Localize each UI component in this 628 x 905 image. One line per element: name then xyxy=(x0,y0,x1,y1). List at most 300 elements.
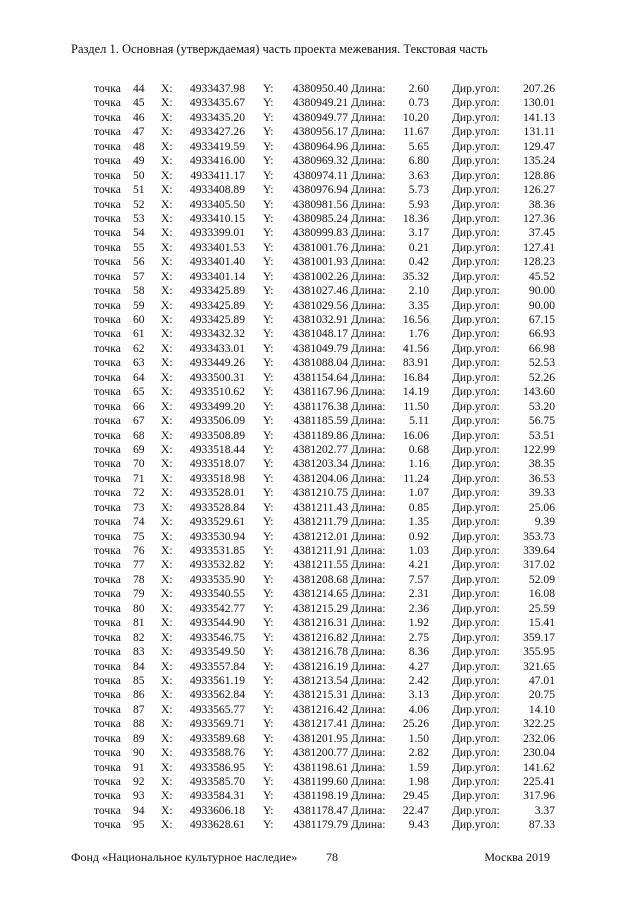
x-label: X: xyxy=(161,630,173,644)
table-row xyxy=(0,154,628,168)
length-value: 1.07 xyxy=(408,486,429,500)
y-label: Y: xyxy=(263,370,274,384)
x-label: X: xyxy=(161,803,173,817)
length-label: Длина: xyxy=(351,139,386,153)
y-label: Y: xyxy=(263,211,274,225)
table-row xyxy=(0,443,628,457)
x-value: 4933569.71 xyxy=(189,717,245,731)
y-value: 4380969.32 xyxy=(292,154,348,168)
x-value: 4933589.68 xyxy=(189,731,245,745)
length-value: 1.92 xyxy=(408,616,429,630)
point-word: точка xyxy=(94,341,121,355)
table-row xyxy=(0,818,628,832)
length-label: Длина: xyxy=(351,168,386,182)
point-number: 68 xyxy=(133,428,145,442)
y-value: 4381216.31 xyxy=(292,616,348,630)
table-row xyxy=(0,169,628,183)
angle-value: 67.15 xyxy=(528,313,555,326)
point-word: точка xyxy=(94,803,121,817)
point-number: 67 xyxy=(133,414,145,428)
length-label: Длина: xyxy=(351,717,386,731)
point-number: 81 xyxy=(133,616,145,630)
length-label: Длина: xyxy=(351,457,386,471)
length-value: 2.75 xyxy=(408,630,429,644)
x-value: 4933546.75 xyxy=(189,630,245,644)
point-word: точка xyxy=(94,587,121,601)
angle-label: Дир.угол: xyxy=(452,183,500,197)
length-value: 10.20 xyxy=(402,110,429,124)
x-label: X: xyxy=(161,587,173,601)
length-label: Длина: xyxy=(351,803,386,817)
point-number: 95 xyxy=(133,818,145,832)
x-label: X: xyxy=(161,82,173,95)
angle-value: 141.62 xyxy=(523,760,555,774)
angle-value: 38.36 xyxy=(528,197,555,211)
x-value: 4933562.84 xyxy=(189,688,245,702)
angle-label: Дир.угол: xyxy=(452,298,500,312)
length-label: Длина: xyxy=(351,154,386,168)
table-row xyxy=(0,472,628,486)
x-label: X: xyxy=(161,486,173,500)
point-word: точка xyxy=(94,82,121,95)
table-row xyxy=(0,602,628,616)
angle-label: Дир.угол: xyxy=(452,789,500,803)
y-value: 4381214.65 xyxy=(292,587,348,601)
point-number: 91 xyxy=(133,760,145,774)
table-row xyxy=(0,587,628,601)
point-word: точка xyxy=(94,717,121,731)
y-value: 4380999.83 xyxy=(292,226,348,240)
length-value: 4.27 xyxy=(408,659,429,673)
x-label: X: xyxy=(161,572,173,586)
x-label: X: xyxy=(161,659,173,673)
x-value: 4933435.20 xyxy=(189,110,245,124)
length-label: Длина: xyxy=(351,284,386,298)
length-value: 0.68 xyxy=(408,442,429,456)
point-number: 85 xyxy=(133,673,145,687)
angle-value: 127.41 xyxy=(523,240,555,254)
length-label: Длина: xyxy=(351,544,386,557)
table-row xyxy=(0,198,628,212)
angle-value: 66.98 xyxy=(528,341,555,355)
table-row xyxy=(0,544,628,558)
length-label: Длина: xyxy=(351,688,386,702)
angle-value: 207.26 xyxy=(523,82,555,95)
x-value: 4933585.70 xyxy=(189,775,245,788)
length-label: Длина: xyxy=(351,601,386,615)
length-label: Длина: xyxy=(351,399,386,413)
point-word: точка xyxy=(94,500,121,514)
y-label: Y: xyxy=(263,572,274,586)
point-number: 45 xyxy=(133,96,145,110)
table-row xyxy=(0,457,628,471)
length-label: Длина: xyxy=(351,428,386,442)
table-row xyxy=(0,631,628,645)
angle-value: 56.75 xyxy=(528,414,555,428)
angle-label: Дир.угол: xyxy=(452,269,500,283)
angle-label: Дир.угол: xyxy=(452,240,500,254)
point-number: 61 xyxy=(133,327,145,341)
angle-value: 135.24 xyxy=(523,154,555,168)
length-value: 3.63 xyxy=(408,168,429,182)
point-word: точка xyxy=(94,399,121,413)
x-label: X: xyxy=(161,731,173,745)
length-value: 11.67 xyxy=(403,125,429,139)
point-number: 48 xyxy=(133,139,145,153)
length-label: Длина: xyxy=(351,645,386,659)
length-label: Длина: xyxy=(351,313,386,326)
y-value: 4381211.79 xyxy=(293,515,348,529)
y-label: Y: xyxy=(263,96,274,110)
y-value: 4381176.38 xyxy=(293,399,348,413)
length-label: Длина: xyxy=(351,731,386,745)
x-label: X: xyxy=(161,457,173,471)
x-value: 4933518.44 xyxy=(189,442,245,456)
angle-label: Дир.угол: xyxy=(452,154,500,168)
length-value: 5.73 xyxy=(408,183,429,197)
x-label: X: xyxy=(161,298,173,312)
y-label: Y: xyxy=(263,529,274,543)
length-label: Длина: xyxy=(351,96,386,110)
point-number: 56 xyxy=(133,255,145,269)
x-value: 4933606.18 xyxy=(189,803,245,817)
angle-label: Дир.угол: xyxy=(452,284,500,298)
angle-value: 141.13 xyxy=(523,110,555,124)
angle-value: 52.26 xyxy=(528,370,555,384)
length-value: 0.73 xyxy=(408,96,429,110)
x-label: X: xyxy=(161,96,173,110)
angle-label: Дир.угол: xyxy=(452,486,500,500)
x-value: 4933399.01 xyxy=(189,226,245,240)
y-label: Y: xyxy=(263,255,274,269)
point-number: 79 xyxy=(133,587,145,601)
y-label: Y: xyxy=(263,616,274,630)
angle-label: Дир.угол: xyxy=(452,414,500,428)
table-row xyxy=(0,111,628,125)
point-word: точка xyxy=(94,645,121,659)
y-value: 4381199.60 xyxy=(293,775,348,788)
table-row xyxy=(0,732,628,746)
point-word: точка xyxy=(94,471,121,485)
x-label: X: xyxy=(161,211,173,225)
angle-value: 355.95 xyxy=(523,645,555,659)
point-number: 73 xyxy=(133,500,145,514)
y-value: 4381001.76 xyxy=(292,240,348,254)
x-label: X: xyxy=(161,399,173,413)
angle-value: 52.09 xyxy=(528,572,555,586)
point-word: точка xyxy=(94,442,121,456)
x-label: X: xyxy=(161,529,173,543)
x-label: X: xyxy=(161,775,173,788)
x-label: X: xyxy=(161,746,173,760)
x-label: X: xyxy=(161,616,173,630)
angle-value: 122.99 xyxy=(523,442,555,456)
length-label: Длина: xyxy=(351,211,386,225)
length-label: Длина: xyxy=(351,370,386,384)
length-value: 6.80 xyxy=(408,154,429,168)
table-row xyxy=(0,82,628,96)
x-label: X: xyxy=(161,154,173,168)
y-label: Y: xyxy=(263,240,274,254)
angle-value: 230.04 xyxy=(523,746,555,760)
y-label: Y: xyxy=(263,399,274,413)
angle-value: 339.64 xyxy=(523,544,555,557)
footer-organization: Фонд «Национальное культурное наследие» xyxy=(71,850,298,864)
x-value: 4933419.59 xyxy=(189,139,245,153)
y-value: 4380950.40 xyxy=(292,82,348,95)
y-label: Y: xyxy=(263,356,274,370)
angle-value: 127.36 xyxy=(523,211,555,225)
angle-label: Дир.угол: xyxy=(452,255,500,269)
point-word: точка xyxy=(94,775,121,788)
x-value: 4933425.89 xyxy=(189,298,245,312)
x-label: X: xyxy=(161,414,173,428)
point-number: 76 xyxy=(133,544,145,557)
angle-value: 322.25 xyxy=(523,717,555,731)
y-value: 4381215.31 xyxy=(292,688,348,702)
angle-label: Дир.угол: xyxy=(452,544,500,557)
y-value: 4381154.64 xyxy=(293,370,348,384)
angle-label: Дир.угол: xyxy=(452,775,500,788)
length-value: 2.36 xyxy=(408,601,429,615)
point-word: точка xyxy=(94,110,121,124)
point-number: 50 xyxy=(133,168,145,182)
x-label: X: xyxy=(161,197,173,211)
angle-value: 353.73 xyxy=(523,529,555,543)
length-label: Длина: xyxy=(351,630,386,644)
length-label: Длина: xyxy=(351,298,386,312)
length-label: Длина: xyxy=(351,486,386,500)
x-label: X: xyxy=(161,341,173,355)
length-value: 7.57 xyxy=(408,572,429,586)
x-value: 4933510.62 xyxy=(189,385,245,399)
x-value: 4933529.61 xyxy=(189,515,245,529)
angle-label: Дир.угол: xyxy=(452,370,500,384)
x-label: X: xyxy=(161,471,173,485)
table-row xyxy=(0,371,628,385)
length-label: Длина: xyxy=(351,471,386,485)
x-value: 4933425.89 xyxy=(189,313,245,326)
angle-value: 37.45 xyxy=(528,226,555,240)
angle-value: 38.35 xyxy=(528,457,555,471)
x-label: X: xyxy=(161,168,173,182)
point-number: 86 xyxy=(133,688,145,702)
y-label: Y: xyxy=(263,760,274,774)
y-label: Y: xyxy=(263,601,274,615)
length-value: 5.11 xyxy=(409,414,429,428)
angle-value: 45.52 xyxy=(528,269,555,283)
x-label: X: xyxy=(161,327,173,341)
x-value: 4933542.77 xyxy=(189,601,245,615)
angle-label: Дир.угол: xyxy=(452,601,500,615)
point-number: 65 xyxy=(133,385,145,399)
angle-label: Дир.угол: xyxy=(452,457,500,471)
angle-value: 317.02 xyxy=(523,558,555,572)
y-label: Y: xyxy=(263,139,274,153)
length-value: 11.50 xyxy=(403,399,429,413)
length-value: 2.60 xyxy=(408,82,429,95)
table-row xyxy=(0,688,628,702)
x-value: 4933565.77 xyxy=(189,702,245,716)
point-number: 69 xyxy=(133,442,145,456)
angle-label: Дир.угол: xyxy=(452,82,500,95)
x-label: X: xyxy=(161,125,173,139)
table-row xyxy=(0,530,628,544)
x-label: X: xyxy=(161,760,173,774)
y-label: Y: xyxy=(263,803,274,817)
x-label: X: xyxy=(161,442,173,456)
point-number: 47 xyxy=(133,125,145,139)
x-value: 4933518.98 xyxy=(189,471,245,485)
y-label: Y: xyxy=(263,515,274,529)
x-value: 4933506.09 xyxy=(189,414,245,428)
point-word: точка xyxy=(94,370,121,384)
y-label: Y: xyxy=(263,486,274,500)
y-value: 4381001.93 xyxy=(292,255,348,269)
x-label: X: xyxy=(161,717,173,731)
point-number: 72 xyxy=(133,486,145,500)
y-label: Y: xyxy=(263,327,274,341)
point-word: точка xyxy=(94,659,121,673)
angle-label: Дир.угол: xyxy=(452,746,500,760)
length-label: Длина: xyxy=(351,673,386,687)
point-word: точка xyxy=(94,240,121,254)
length-value: 0.21 xyxy=(408,240,429,254)
length-label: Длина: xyxy=(351,746,386,760)
angle-label: Дир.угол: xyxy=(452,197,500,211)
point-number: 53 xyxy=(133,211,145,225)
y-value: 4381213.54 xyxy=(292,673,348,687)
y-label: Y: xyxy=(263,428,274,442)
y-value: 4381048.17 xyxy=(292,327,348,341)
length-label: Длина: xyxy=(351,616,386,630)
point-word: точка xyxy=(94,327,121,341)
length-value: 29.45 xyxy=(402,789,429,803)
table-row xyxy=(0,703,628,717)
y-label: Y: xyxy=(263,385,274,399)
x-label: X: xyxy=(161,558,173,572)
point-word: точка xyxy=(94,414,121,428)
angle-label: Дир.угол: xyxy=(452,110,500,124)
table-row xyxy=(0,140,628,154)
angle-label: Дир.угол: xyxy=(452,442,500,456)
y-label: Y: xyxy=(263,197,274,211)
y-value: 4381200.77 xyxy=(292,746,348,760)
length-label: Длина: xyxy=(351,529,386,543)
point-word: точка xyxy=(94,529,121,543)
length-label: Длина: xyxy=(351,341,386,355)
angle-label: Дир.угол: xyxy=(452,515,500,529)
angle-label: Дир.угол: xyxy=(452,471,500,485)
table-row xyxy=(0,241,628,255)
table-row xyxy=(0,226,628,240)
table-row xyxy=(0,342,628,356)
x-label: X: xyxy=(161,226,173,240)
y-value: 4381198.19 xyxy=(293,789,348,803)
y-label: Y: xyxy=(263,226,274,240)
y-label: Y: xyxy=(263,702,274,716)
length-label: Длина: xyxy=(351,110,386,124)
point-word: точка xyxy=(94,746,121,760)
x-label: X: xyxy=(161,370,173,384)
point-number: 57 xyxy=(133,269,145,283)
angle-label: Дир.угол: xyxy=(452,356,500,370)
x-label: X: xyxy=(161,789,173,803)
angle-label: Дир.угол: xyxy=(452,341,500,355)
length-label: Длина: xyxy=(351,385,386,399)
y-value: 4380949.77 xyxy=(292,110,348,124)
y-label: Y: xyxy=(263,168,274,182)
x-value: 4933584.31 xyxy=(189,789,245,803)
length-value: 3.13 xyxy=(408,688,429,702)
table-row xyxy=(0,761,628,775)
length-label: Длина: xyxy=(351,327,386,341)
y-label: Y: xyxy=(263,746,274,760)
angle-value: 128.86 xyxy=(523,168,555,182)
length-label: Длина: xyxy=(351,442,386,456)
x-value: 4933588.76 xyxy=(189,746,245,760)
point-number: 71 xyxy=(133,471,145,485)
length-value: 16.56 xyxy=(402,313,429,326)
angle-value: 53.20 xyxy=(528,399,555,413)
x-value: 4933435.67 xyxy=(189,96,245,110)
table-row xyxy=(0,96,628,110)
point-word: точка xyxy=(94,818,121,832)
length-value: 16.84 xyxy=(402,370,429,384)
point-word: точка xyxy=(94,572,121,586)
x-value: 4933401.40 xyxy=(189,255,245,269)
y-label: Y: xyxy=(263,341,274,355)
point-word: точка xyxy=(94,544,121,557)
table-row xyxy=(0,400,628,414)
angle-label: Дир.угол: xyxy=(452,760,500,774)
x-value: 4933401.53 xyxy=(189,240,245,254)
y-label: Y: xyxy=(263,313,274,326)
length-label: Длина: xyxy=(351,702,386,716)
y-label: Y: xyxy=(263,154,274,168)
angle-value: 16.08 xyxy=(528,587,555,601)
length-label: Длина: xyxy=(351,226,386,240)
point-number: 77 xyxy=(133,558,145,572)
angle-value: 25.59 xyxy=(528,601,555,615)
angle-value: 14.10 xyxy=(528,702,555,716)
angle-label: Дир.угол: xyxy=(452,313,500,326)
length-label: Длина: xyxy=(351,414,386,428)
x-label: X: xyxy=(161,313,173,326)
point-number: 78 xyxy=(133,572,145,586)
length-value: 11.24 xyxy=(403,471,429,485)
angle-value: 47.01 xyxy=(528,673,555,687)
x-label: X: xyxy=(161,255,173,269)
y-value: 4381204.06 xyxy=(292,471,348,485)
point-word: точка xyxy=(94,313,121,326)
y-label: Y: xyxy=(263,688,274,702)
point-number: 84 xyxy=(133,659,145,673)
y-value: 4381212.01 xyxy=(292,529,348,543)
x-value: 4933586.95 xyxy=(189,760,245,774)
point-word: точка xyxy=(94,457,121,471)
table-row xyxy=(0,385,628,399)
footer-place-year: Москва 2019 xyxy=(484,850,550,864)
point-number: 58 xyxy=(133,284,145,298)
y-value: 4381216.78 xyxy=(292,645,348,659)
angle-label: Дир.угол: xyxy=(452,688,500,702)
table-row xyxy=(0,789,628,803)
table-row xyxy=(0,573,628,587)
y-label: Y: xyxy=(263,269,274,283)
y-label: Y: xyxy=(263,298,274,312)
angle-value: 143.60 xyxy=(523,385,555,399)
